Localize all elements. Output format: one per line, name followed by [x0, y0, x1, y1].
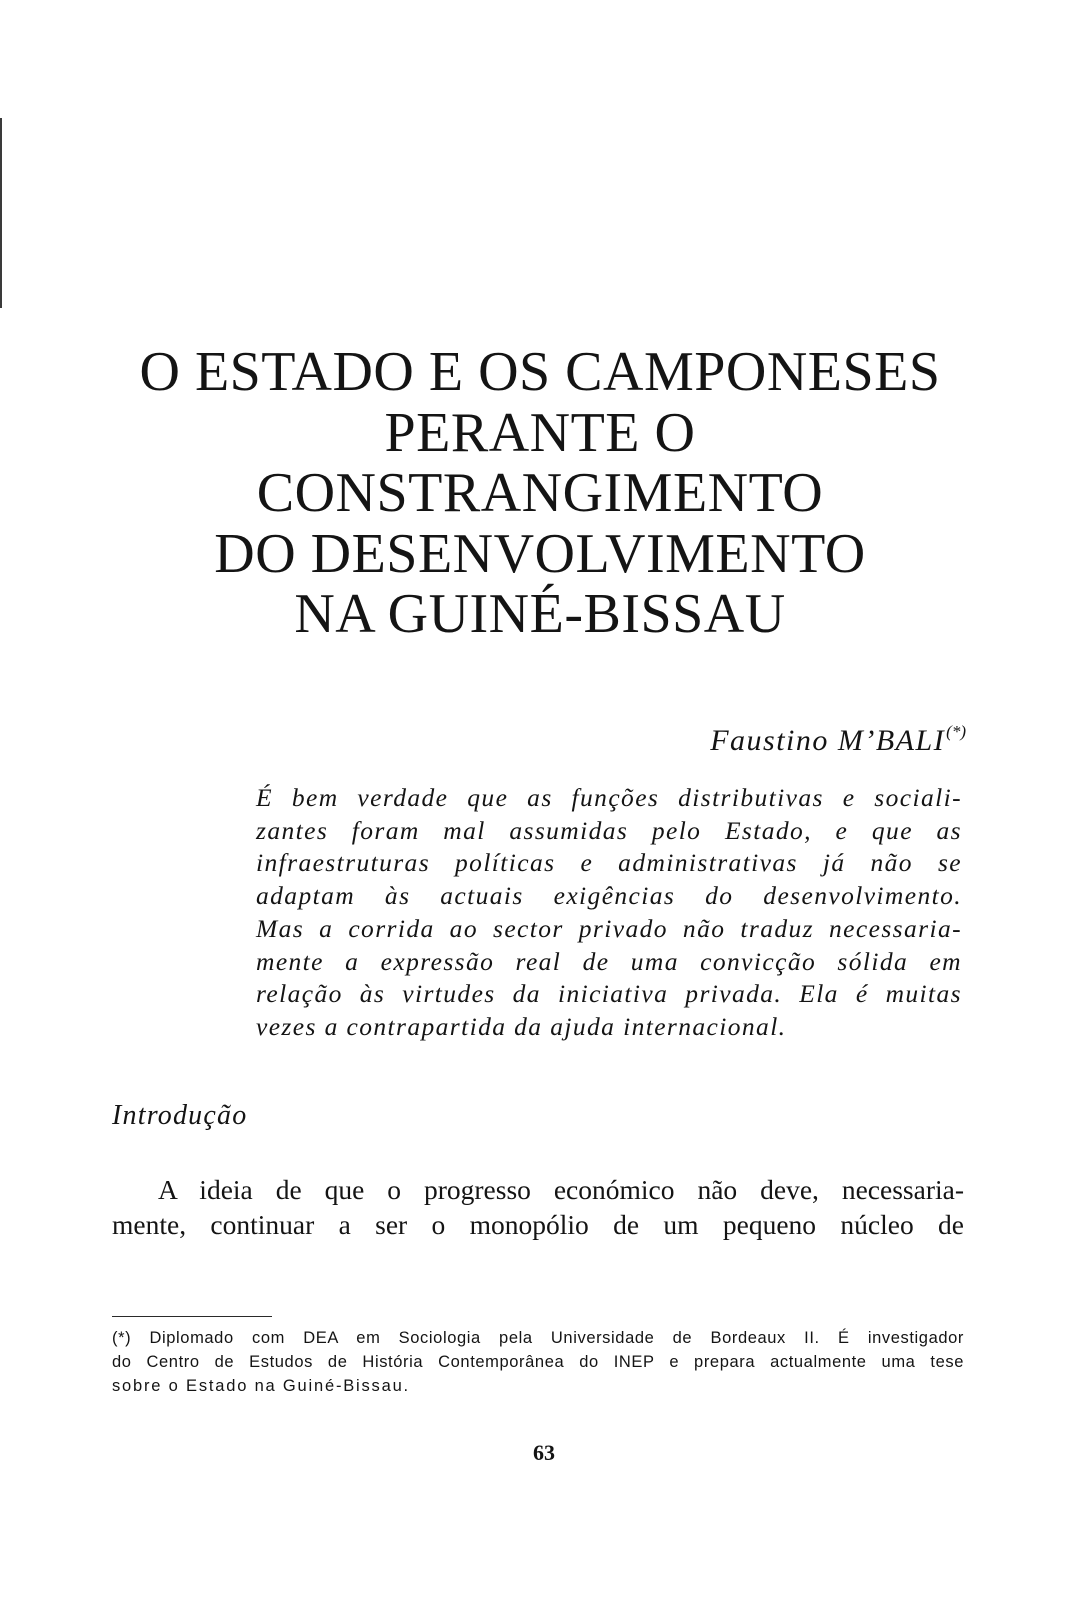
epigraph-line: infraestruturas políticas e administrativas já não se [256, 848, 962, 878]
author-footnote-mark: (*) [946, 722, 966, 741]
epigraph-line: adaptam às actuais exigências do desenvolvimento. [256, 881, 962, 911]
title-line-5: NA GUINÉ-BISSAU [294, 583, 786, 645]
author-byline [710, 722, 966, 758]
epigraph-line: relação às virtudes da iniciativa privada. Ela é muitas [256, 979, 962, 1009]
epigraph [256, 782, 962, 1044]
section-heading: Introdução [112, 1100, 248, 1131]
epigraph-line: Mas a corrida ao sector privado não traduz necessaria- [256, 913, 962, 943]
body-line: mente, continuar a ser o monopólio de um pequeno núcleo de [112, 1209, 964, 1240]
footnote-line: sobre o Estado na Guiné-Bissau. [112, 1377, 410, 1395]
title-line-2: PERANTE O [384, 401, 696, 464]
scan-edge-mark [0, 118, 2, 308]
epigraph-line: vezes a contrapartida da ajuda internacional. [256, 1011, 787, 1041]
footnote-line: do Centro de Estudos de História Contemporânea do INEP e prepara actualmente uma tese [112, 1353, 964, 1371]
author-name: Faustino M’BALI [710, 724, 946, 757]
footnote-divider [112, 1316, 272, 1317]
epigraph-line: É bem verdade que as funções distributivas e sociali- [256, 783, 962, 812]
article-title [100, 342, 980, 645]
footnote-line: (*) Diplomado com DEA em Sociologia pela Universidade de Bordeaux II. É investigador [112, 1329, 964, 1347]
title-line-3: CONSTRANGIMENTO [256, 462, 824, 524]
body-paragraph [112, 1172, 964, 1242]
page-number: 63 [533, 1440, 555, 1465]
epigraph-line: mente a expressão real de uma convicção sólida em [256, 946, 962, 976]
epigraph-line: zantes foram mal assumidas pelo Estado, e que as [256, 815, 962, 845]
footnote [112, 1326, 964, 1398]
title-line-4: DO DESENVOLVIMENTO [214, 522, 866, 585]
title-line-1: O ESTADO E OS CAMPONESES [139, 341, 941, 403]
body-line: A ideia de que o progresso económico não deve, necessaria- [158, 1174, 964, 1205]
